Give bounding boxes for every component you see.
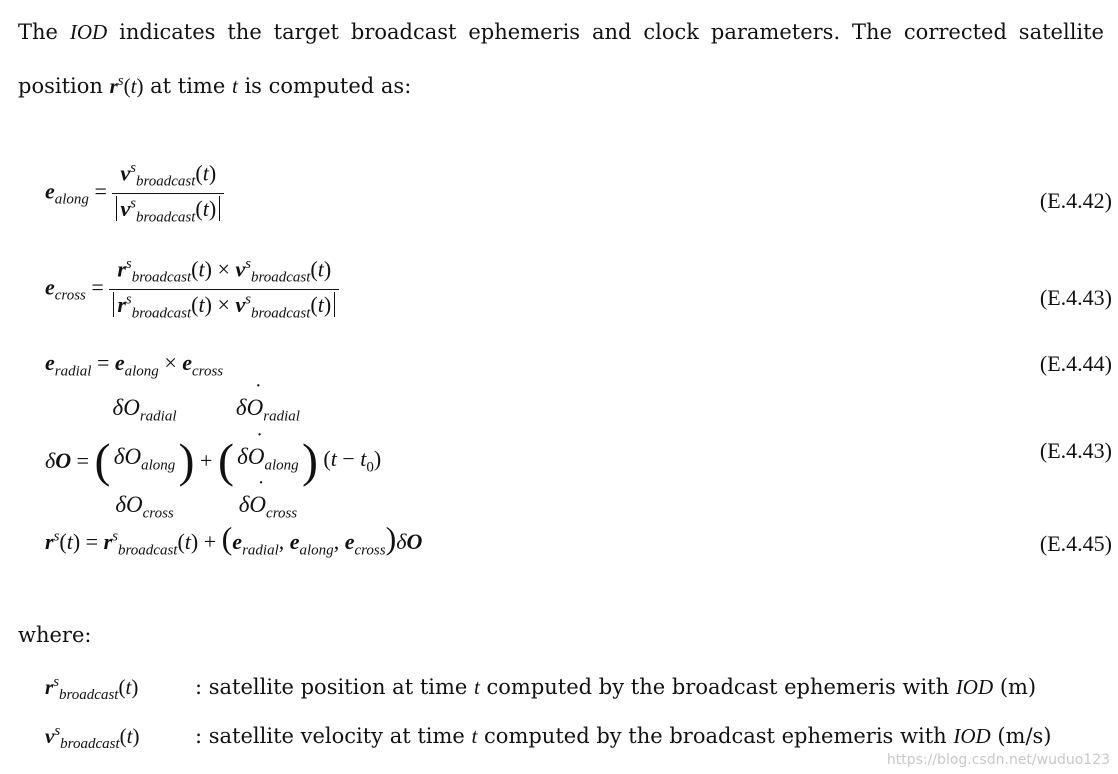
equation-delta-o: δO = ( $\delta O_{radial}$ $\delta O_{along}$ $\delta O_{cross}$ ) + ( δ˙ $O_{radial}$ δ˙ $O_{along}$ δ˙ $O_{cross}$ ) $(t - t_0)$ (45, 388, 1075, 534)
equation-number: (E.4.42) (1039, 188, 1112, 213)
intro-line-2: position $r^s(t)$ at time t is computed as: (18, 73, 412, 98)
equation-number: (E.4.44) (1039, 351, 1112, 376)
equation-number: (E.4.43) (1039, 438, 1112, 463)
where-label: where: (18, 623, 92, 647)
equation-e-radial: $e_{radial} = e_{along} \times e_{cross}$ (45, 350, 224, 380)
equation-e-along: $e_{along}$ = $\frac{v^s_{broadcast}(t)}{v^s_{broadcast}(t)}$ (45, 160, 1075, 226)
equation-corrected-position: $r^s(t) = r^s_{broadcast}(t) + (e_{radial}$, $e_{along}$, $e_{cross})\delta O$ (45, 520, 423, 559)
equation-number: (E.4.43) (1039, 285, 1112, 310)
intro-line-1: The IOD indicates the target broadcast ephemeris and clock parameters. The corrected satellite (18, 20, 1104, 44)
intro-paragraph (18, 8, 1104, 111)
definition-broadcast-velocity: $v^s_{broadcast}(t)$ : satellite velocity at time t computed by the broadcast ephemeris with IOD (m/s) (45, 723, 1052, 753)
watermark: https://blog.csdn.net/wuduo123 (886, 752, 1110, 768)
equation-number: (E.4.45) (1039, 531, 1112, 556)
definition-broadcast-position: $r^s_{broadcast}(t)$ : satellite position at time t computed by the broadcast ephemeris with IOD (m) (45, 674, 1037, 704)
equation-e-cross: $e_{cross}$ = $\frac{r^s_{broadcast}(t) \times v^s_{broadcast}(t)}{r^s_{broadcast}(t) \times v^s_{broadcast}(t)}$ (45, 256, 1075, 322)
